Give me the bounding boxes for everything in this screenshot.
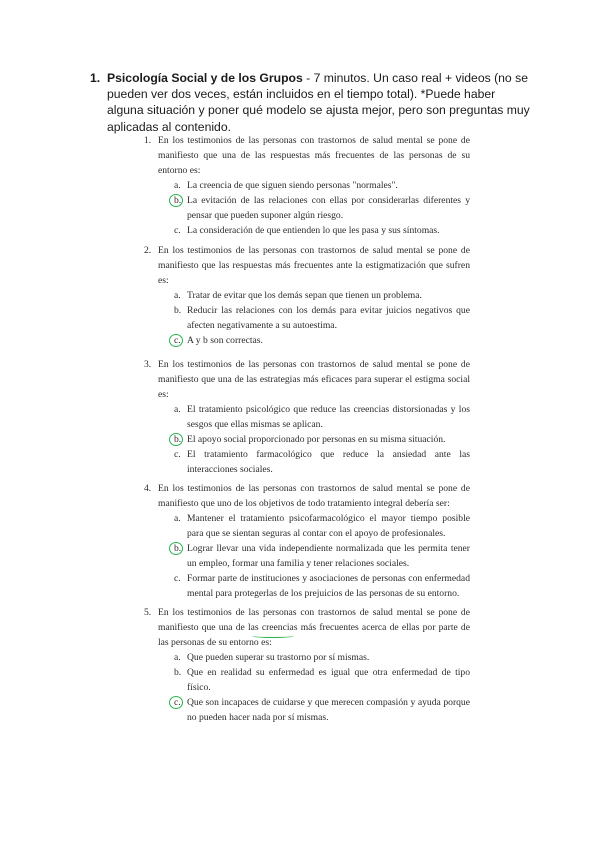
question-text: En los testimonios de las personas con trastornos de salud mental se pone de manifiesto que una de las estrategias más eficaces para superar el estigma social es: — [158, 359, 470, 400]
question-number: 5. — [144, 607, 152, 618]
option-letter: b. — [174, 305, 182, 316]
option-b — [158, 541, 470, 571]
option-letter: a. — [174, 290, 181, 301]
option-a — [158, 402, 470, 432]
heading-body — [107, 70, 530, 135]
option-text: El apoyo social proporcionado por personas en su misma situación. — [187, 434, 446, 445]
question-text: En los testimonios de las personas con trastornos de salud mental se pone de manifiesto que una de las creencias más frecuentes acerca de ellas por parte de las personas de su entorno es: — [158, 607, 470, 648]
option-a — [158, 178, 470, 193]
option-text: El tratamiento farmacológico que reduce la ansiedad ante las interacciones sociales. — [187, 449, 470, 475]
question-number: 3. — [144, 359, 152, 370]
option-c — [158, 695, 470, 725]
question-3 — [140, 357, 470, 477]
question-5 — [140, 605, 470, 725]
question-2 — [140, 243, 470, 348]
option-text: Que son incapaces de cuidarse y que merecen compasión y ayuda porque no pueden hacer nada por sí mismas. — [187, 697, 470, 723]
option-text: Tratar de evitar que los demás sepan que tienen un problema. — [187, 290, 422, 301]
option-list — [158, 402, 470, 477]
option-letter: a. — [174, 652, 181, 663]
question-number: 2. — [144, 245, 152, 256]
option-list — [158, 650, 470, 725]
option-text: A y b son correctas. — [187, 335, 263, 346]
option-b — [158, 665, 470, 695]
option-b — [158, 432, 470, 447]
option-text: Formar parte de instituciones y asociaciones de personas con enfermedad mental para protegerlas de los prejuicios de las personas de su entorno. — [187, 573, 470, 599]
option-a — [158, 288, 470, 303]
option-letter: a. — [174, 404, 181, 415]
underline-mark — [252, 634, 294, 638]
heading-text: - 7 minutos. Un caso real + videos (no se pueden ver dos veces, están incluidos en el tiempo total). *Puede haber alguna situación y poner qué modelo se ajusta mejor, pero son preguntas muy aplicadas al contenido. — [107, 71, 530, 134]
question-text: En los testimonios de las personas con trastornos de salud mental se pone de manifiesto que una de las respuestas más frecuentes de las personas de su entorno es: — [158, 135, 470, 176]
option-c — [158, 333, 470, 348]
scanned-questions — [140, 133, 470, 725]
option-text: La creencia de que siguen siendo personas "normales". — [187, 180, 398, 191]
option-text: Que en realidad su enfermedad es igual que otra enfermedad de tipo físico. — [187, 667, 470, 693]
option-text: La evitación de las relaciones con ellas por considerarlas diferentes y pensar que pueden suponer algún riesgo. — [187, 195, 470, 221]
option-c — [158, 571, 470, 601]
option-letter: c. — [174, 697, 181, 708]
option-letter: a. — [174, 180, 181, 191]
question-number: 1. — [144, 135, 152, 146]
option-letter: c. — [174, 335, 181, 346]
option-c — [158, 223, 470, 238]
option-b — [158, 193, 470, 223]
question-text: En los testimonios de las personas con trastornos de salud mental se pone de manifiesto que uno de los objetivos de todo tratamiento integral debería ser: — [158, 483, 470, 509]
option-letter: a. — [174, 513, 181, 524]
option-letter: c. — [174, 449, 181, 460]
option-a — [158, 650, 470, 665]
option-letter: b. — [174, 667, 182, 678]
option-letter: b. — [174, 543, 182, 554]
option-a — [158, 511, 470, 541]
option-list — [158, 288, 470, 348]
option-b — [158, 303, 470, 333]
option-list — [158, 511, 470, 601]
option-text: Mantener el tratamiento psicofarmacológico el mayor tiempo posible para que se sientan seguras al contar con el apoyo de profesionales. — [187, 513, 470, 539]
option-letter: b. — [174, 195, 182, 206]
option-text: Que pueden superar su trastorno por sí mismas. — [187, 652, 370, 663]
option-letter: c. — [174, 225, 181, 236]
question-1 — [140, 133, 470, 238]
question-4 — [140, 481, 470, 601]
question-number: 4. — [144, 483, 152, 494]
option-text: Lograr llevar una vida independiente normalizada que les permita tener un empleo, formar una familia y tener relaciones sociales. — [187, 543, 470, 569]
option-text: El tratamiento psicológico que reduce las creencias distorsionadas y los sesgos que ellas mismas se aplican. — [187, 404, 470, 430]
option-c — [158, 447, 470, 477]
option-letter: b. — [174, 434, 182, 445]
option-text: La consideración de que entienden lo que les pasa y sus síntomas. — [187, 225, 440, 236]
option-letter: c. — [174, 573, 181, 584]
heading-number: 1. — [90, 71, 101, 85]
question-text: En los testimonios de las personas con trastornos de salud mental se pone de manifiesto que las respuestas más frecuentes ante la estigmatización que sufren es: — [158, 245, 470, 286]
section-heading — [90, 70, 530, 135]
option-list — [158, 178, 470, 238]
option-text: Reducir las relaciones con los demás para evitar juicios negativos que afecten negativamente a su autoestima. — [187, 305, 470, 331]
heading-topic: Psicología Social y de los Grupos — [107, 71, 303, 85]
